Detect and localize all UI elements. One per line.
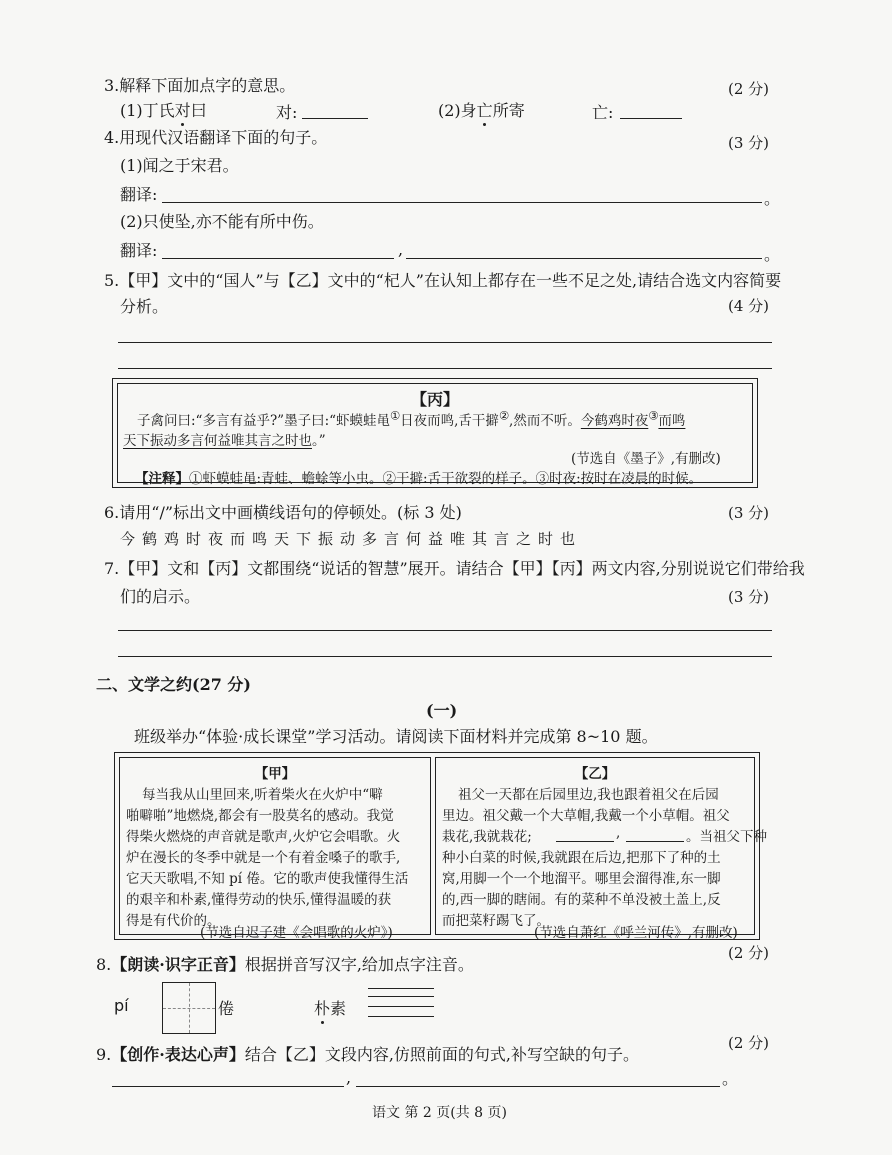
yi-title: 【乙】 <box>574 766 616 782</box>
q4-answer-line-2b[interactable] <box>406 258 762 259</box>
q3-item1-label: 对: <box>276 103 298 122</box>
q6-score: (3 分) <box>728 504 770 522</box>
q8-char-juan: 倦 <box>218 999 235 1018</box>
yi-line: 种小白菜的时候,我就跟在后边,把那下了种的土 <box>442 850 721 866</box>
q5-stem-line2: 分析。 <box>120 297 169 316</box>
q8-pinyin: pí <box>114 996 129 1015</box>
q4-answer-line-1[interactable] <box>162 202 762 203</box>
bing-text-line1: 子禽问曰:“多言有益乎?”墨子曰:“虾蟆蛙黾①日夜而鸣,舌干擗②,然而不听。今鹤鸡时夜③而鸣 <box>137 409 686 429</box>
q4-translate-label-2: 翻译: <box>120 241 158 260</box>
q9-period: 。 <box>722 1069 739 1088</box>
pinyin-line[interactable] <box>368 996 434 997</box>
dotted-char: 亡 <box>477 98 493 121</box>
q9-answer-line-2[interactable] <box>356 1086 720 1087</box>
yi-line: 栽花,我就栽花; <box>442 829 532 845</box>
q7-stem-line1: 7.【甲】文和【丙】文都围绕“说话的智慧”展开。请结合【甲】【丙】两文内容,分别说说它们带给我 <box>104 559 805 578</box>
q5-score: (4 分) <box>728 297 770 315</box>
yi-line-tail: 。当祖父下种 <box>686 829 767 845</box>
q5-answer-line-1[interactable] <box>118 342 772 343</box>
q6-sentence[interactable]: 今鹤鸡时夜而鸣天下振动多言何益唯其言之时也 <box>120 530 583 548</box>
jia-line: 炉在漫长的冬季中就是一个有着金嗓子的歌手, <box>126 850 401 866</box>
yi-line: 祖父一天都在后园里边,我也跟着祖父在后园 <box>458 787 719 803</box>
q4-sentence2: (2)只使坠,亦不能有所中伤。 <box>120 212 324 231</box>
part-heading: (一) <box>426 701 458 720</box>
q7-answer-line-1[interactable] <box>118 630 772 631</box>
q4-comma: , <box>398 240 404 259</box>
q8-word: 朴素 <box>314 996 346 1019</box>
bing-notes: 【注释】①虾蟆蛙黾:青蛙、蟾蜍等小虫。②干擗:舌干欲裂的样子。③时夜:按时在凌晨的时候。 <box>135 471 703 487</box>
q9-score: (2 分) <box>728 1034 770 1052</box>
jia-line: 得是有代价的。 <box>126 913 221 929</box>
q3-blank1[interactable] <box>302 118 368 119</box>
q7-score: (3 分) <box>728 588 770 606</box>
yi-source: (节选自萧红《呼兰河传》,有删改) <box>534 925 738 941</box>
yi-blank-1[interactable] <box>556 841 614 842</box>
q3-score: (2 分) <box>728 80 770 98</box>
jia-line: 得柴火燃烧的声音就是歌声,火炉它会唱歌。火 <box>126 829 401 845</box>
pinyin-line[interactable] <box>368 1016 434 1017</box>
yi-panel <box>435 757 767 941</box>
jia-panel <box>119 757 431 941</box>
jia-line: 它天天歌唱,不知 pí 倦。它的歌声使我懂得生活 <box>126 871 409 887</box>
bing-title: 【丙】 <box>410 390 459 409</box>
q4-score: (3 分) <box>728 134 770 152</box>
q5-answer-line-2[interactable] <box>118 368 772 369</box>
q9-comma: , <box>346 1068 352 1087</box>
pinyin-line[interactable] <box>368 988 434 989</box>
yi-line: 的,西一脚的瞎闹。有的菜种不单没被土盖上,反 <box>442 892 721 908</box>
q3-stem: 3.解释下面加点字的意思。 <box>104 76 296 95</box>
yi-line: 里边。祖父戴一个大草帽,我戴一个小草帽。祖父 <box>442 808 730 824</box>
yi-line: 窝,用脚一个一个地溜平。哪里会溜得准,东一脚 <box>442 871 721 887</box>
q4-sentence1: (1)闻之于宋君。 <box>120 156 239 175</box>
q3-item2-label: 亡: <box>592 103 614 122</box>
jia-line: 的艰辛和朴素,懂得劳动的快乐,懂得温暖的获 <box>126 892 392 908</box>
q4-period-1: 。 <box>764 189 781 208</box>
materials-box <box>114 752 767 941</box>
q4-period-2: 。 <box>764 245 781 264</box>
activity-intro: 班级举办“体验·成长课堂”学习活动。请阅读下面材料并完成第 8~10 题。 <box>134 727 658 746</box>
q9-stem: 9.【创作·表达心声】结合【乙】文段内容,仿照前面的句式,补写空缺的句子。 <box>96 1045 640 1064</box>
section-heading: 二、文学之约(27 分) <box>96 675 251 694</box>
bing-source: (节选自《墨子》,有删改) <box>571 451 721 467</box>
jia-source: (节选自迟子建《会唱歌的火炉》) <box>200 925 393 941</box>
q4-answer-line-2a[interactable] <box>162 258 394 259</box>
q7-stem-line2: 们的启示。 <box>120 587 201 606</box>
page-footer: 语文 第 2 页(共 8 页) <box>372 1105 507 1121</box>
dotted-char: 朴 <box>314 996 330 1019</box>
q4-stem: 4.用现代汉语翻译下面的句子。 <box>104 128 328 147</box>
q8-stem: 8.【朗读·识字正音】根据拼音写汉字,给加点字注音。 <box>96 955 474 974</box>
q6-stem: 6.请用“/”标出文中画横线语句的停顿处。(标 3 处) <box>104 503 462 522</box>
q7-answer-line-2[interactable] <box>118 656 772 657</box>
jia-line: 每当我从山里回来,听着柴火在火炉中“噼 <box>142 787 383 803</box>
jia-title: 【甲】 <box>254 766 296 782</box>
pinyin-line[interactable] <box>368 1006 434 1007</box>
q4-translate-label-1: 翻译: <box>120 185 158 204</box>
bing-text-line2: 天下振动多言何益唯其言之时也。” <box>123 433 326 449</box>
yi-blank-separator: , <box>616 825 621 841</box>
q3-blank2[interactable] <box>620 118 682 119</box>
bing-passage-box <box>112 378 758 488</box>
yi-blank-2[interactable] <box>626 841 684 842</box>
q3-item1: (1)丁氏对曰 <box>120 98 207 121</box>
q8-tianzige-box[interactable] <box>162 982 216 1034</box>
q3-item2: (2)身亡所寄 <box>438 98 525 121</box>
q5-stem-line1: 5.【甲】文中的“国人”与【乙】文中的“杞人”在认知上都存在一些不足之处,请结合选文内容简要 <box>104 271 782 290</box>
q8-score: (2 分) <box>728 944 770 962</box>
dotted-char: 对 <box>175 98 191 121</box>
jia-line: 啪噼啪”地燃烧,都会有一股莫名的感动。我觉 <box>126 808 394 824</box>
yi-line: 而把菜籽踢飞了。 <box>442 913 550 929</box>
q9-answer-line-1[interactable] <box>112 1086 344 1087</box>
